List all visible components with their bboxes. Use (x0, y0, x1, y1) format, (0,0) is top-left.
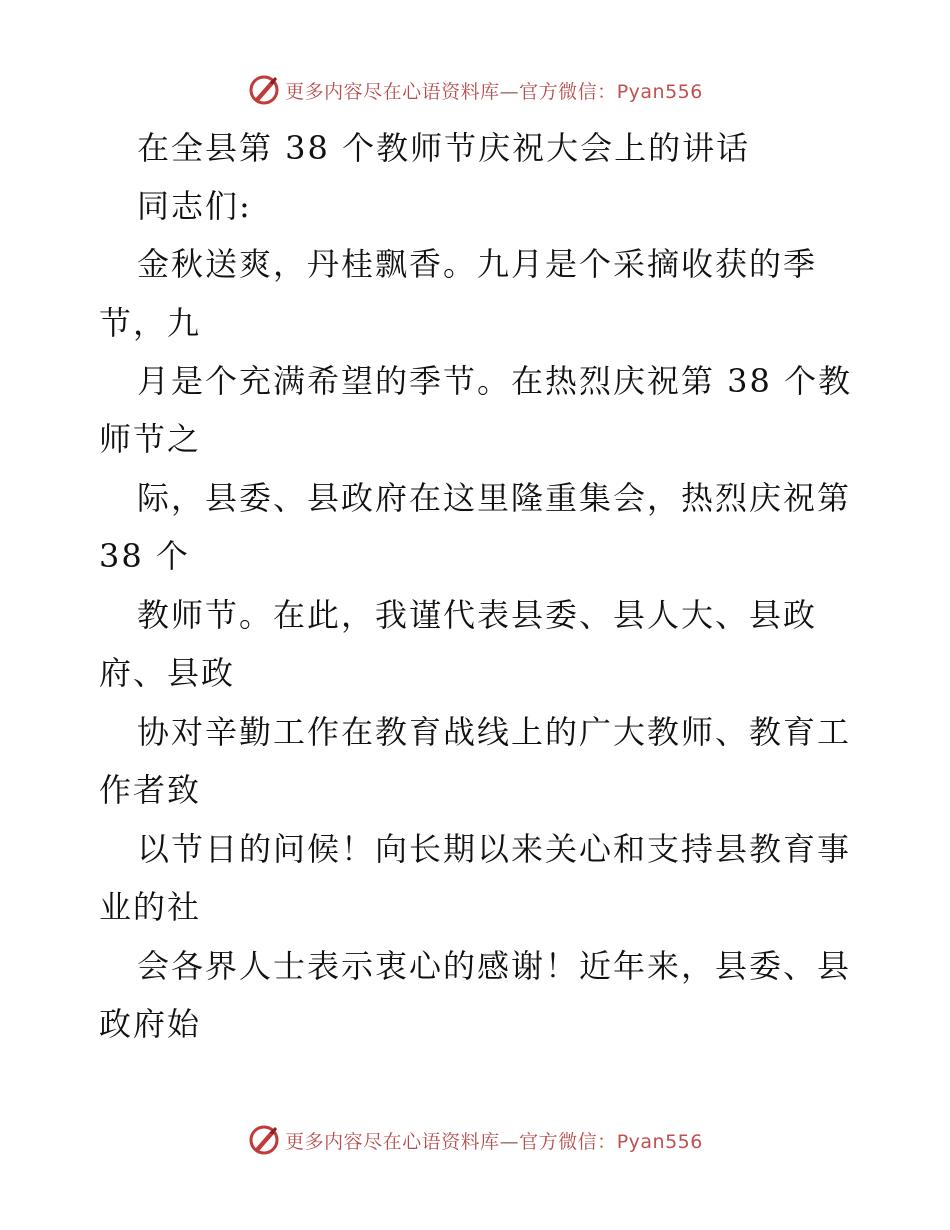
paragraph-line: 节，九 (99, 304, 202, 342)
paragraph-line: 金秋送爽，丹桂飘香。九月是个采摘收获的季 (137, 245, 818, 283)
watermark-separator: — (499, 1130, 520, 1153)
document-title: 在全县第 38 个教师节庆祝大会上的讲话 (137, 129, 751, 167)
paragraph-line: 教师节。在此，我谨代表县委、县人大、县政 (137, 596, 818, 634)
paragraph-line: 际，县委、县政府在这里隆重集会，热烈庆祝第 (137, 479, 852, 517)
watermark-footer (0, 1122, 950, 1158)
watermark-separator: — (499, 80, 520, 103)
quill-logo-icon (247, 1123, 281, 1157)
paragraph-line: 业的社 (99, 888, 202, 926)
watermark-text: 更多内容尽在心语资料库 (285, 1130, 500, 1153)
paragraph-line: 师节之 (99, 420, 202, 458)
watermark-contact-label: 官方微信： (519, 80, 617, 103)
watermark-contact-label: 官方微信： (519, 1130, 617, 1153)
salutation: 同志们: (137, 187, 252, 225)
paragraph-line: 作者致 (99, 771, 202, 809)
watermark-text: 更多内容尽在心语资料库 (285, 80, 500, 103)
quill-logo-icon (247, 73, 281, 107)
paragraph-line: 协对辛勤工作在教育战线上的广大教师、教育工 (137, 713, 852, 751)
paragraph-line: 38 个 (99, 537, 190, 575)
paragraph-line: 月是个充满希望的季节。在热烈庆祝第 38 个教 (137, 362, 853, 400)
paragraph-line: 以节日的问候！向长期以来关心和支持县教育事 (137, 830, 852, 868)
watermark-header (0, 72, 950, 108)
paragraph-line: 府、县政 (99, 654, 236, 692)
watermark-contact-value: Pyan556 (616, 80, 703, 103)
watermark-contact-value: Pyan556 (616, 1130, 703, 1153)
paragraph-line: 政府始 (99, 1005, 202, 1043)
paragraph-line: 会各界人士表示衷心的感谢！近年来，县委、县 (137, 947, 852, 985)
